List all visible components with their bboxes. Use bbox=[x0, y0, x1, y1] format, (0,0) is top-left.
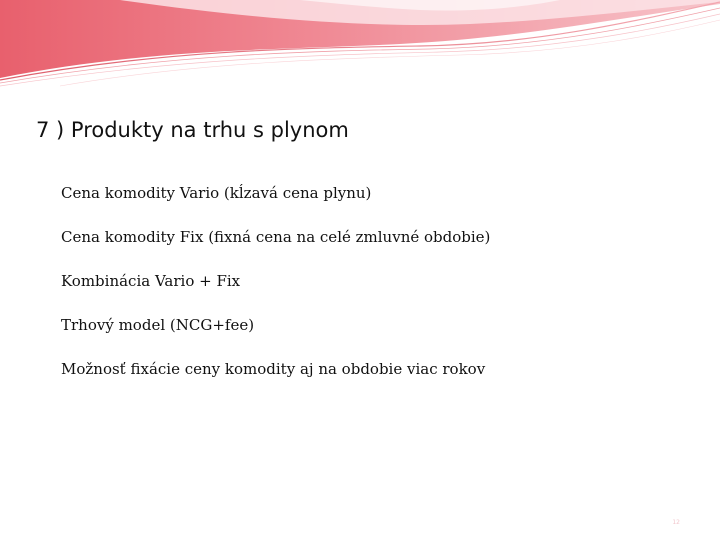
bullet-list bbox=[61, 176, 701, 396]
bullet-item: Možnosť fixácie ceny komodity aj na obdobie viac rokov bbox=[61, 360, 486, 378]
bullet-item: Trhový model (NCG+fee) bbox=[61, 316, 255, 334]
slide-title: 7 ) Produkty na trhu s plynom bbox=[36, 118, 349, 142]
bullet-item: Kombinácia Vario + Fix bbox=[61, 272, 241, 290]
slide-number: 12 bbox=[672, 519, 680, 526]
bullet-item: Cena komodity Fix (fixná cena na celé zmluvné obdobie) bbox=[61, 228, 491, 246]
bullet-item: Cena komodity Vario (kĺzavá cena plynu) bbox=[61, 184, 372, 202]
header-wave-decoration bbox=[0, 0, 720, 90]
